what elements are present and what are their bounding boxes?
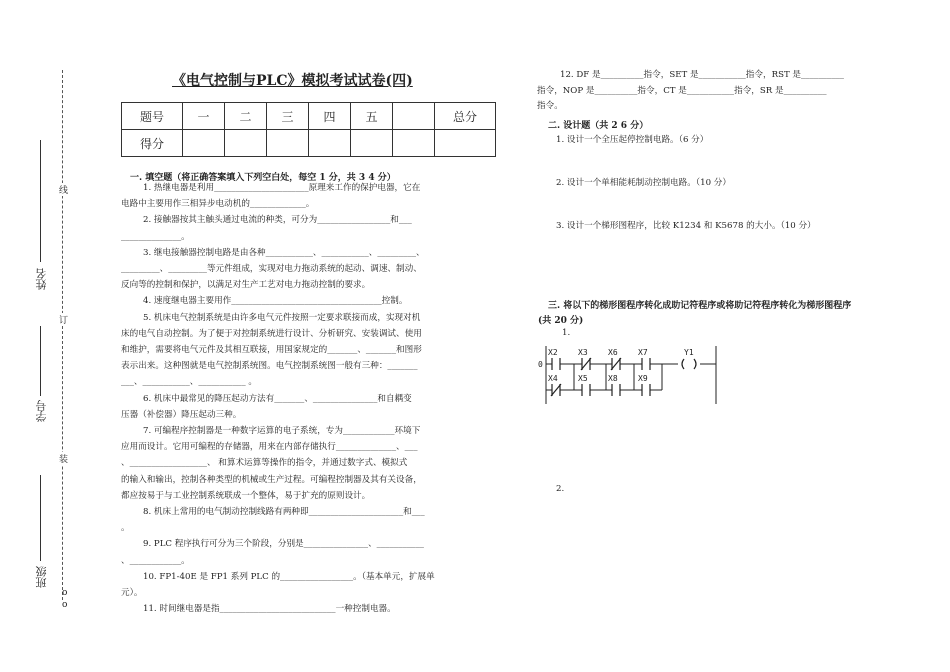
fill-blank-line: 9. PLC 程序执行可分为三个阶段，分别是_______________、___________ <box>143 539 424 550</box>
ladder-row-number: 0 <box>538 360 543 369</box>
ladder-diagram <box>538 344 722 406</box>
binding-margin <box>0 0 110 672</box>
contact-x3-nc <box>581 358 591 370</box>
score-cell-header: 一 <box>183 103 225 130</box>
score-cell-input[interactable] <box>393 130 435 157</box>
fill-blank-line: 元）。 <box>121 588 143 599</box>
design-question-3: 3. 设计一个梯形图程序，比较 K1234 和 K5678 的大小。（10 分） <box>556 221 816 231</box>
exam-title: 《电气控制与PLC》模拟考试试卷(四) <box>172 73 413 89</box>
contact-label: X7 <box>638 348 648 357</box>
design-question-1: 1. 设计一个全压起停控制电路。（6 分） <box>556 135 709 145</box>
cut-mark-zhuang: 装 <box>59 452 68 465</box>
class-blank <box>40 475 41 561</box>
section-3-heading: 三. 将以下的梯形图程序转化成助记符程序或将助记符程序转化为梯形图程序 <box>548 301 852 311</box>
contact-x2 <box>552 358 560 370</box>
contact-x7 <box>642 358 650 370</box>
design-question-2: 2. 设计一个单相能耗制动控制电路。（10 分） <box>556 178 731 188</box>
contact-label: X3 <box>578 348 588 357</box>
student-id-label: 学号 <box>35 400 48 422</box>
contact-x9 <box>642 384 650 396</box>
fill-blank-line: 反向等的控制和保护，以满足对生产工艺对电力拖动控制的要求。 <box>121 280 371 291</box>
score-cell-input[interactable] <box>225 130 267 157</box>
fill-blank-line: 8. 机床上常用的电气制动控制线路有两种即______________________和___ <box>143 507 425 518</box>
score-cell-input[interactable] <box>351 130 393 157</box>
score-cell-header: 总分 <box>435 103 496 130</box>
score-row-label: 得分 <box>122 130 183 157</box>
margin-circle: o <box>62 588 68 598</box>
score-cell-input[interactable] <box>309 130 351 157</box>
class-label: 班级 <box>35 566 48 588</box>
fill-blank-line: 11. 时间继电器是指___________________________一种控制电器。 <box>143 604 396 615</box>
fill-blank-line: 1. 热继电器是利用______________________原理来工作的保护电器，它在 <box>143 183 421 193</box>
q12-line-1: 12. DF 是__________指令，SET 是___________指令，RST 是__________ <box>560 70 844 80</box>
fill-blank-line: 压器（补偿器）降压起动三种。 <box>121 409 242 420</box>
contact-label: X4 <box>548 374 558 383</box>
contact-x6-nc <box>611 358 621 370</box>
student-id-blank <box>40 326 41 396</box>
score-cell-input[interactable] <box>267 130 309 157</box>
fill-blank-line: 电路中主要用作三相异步电动机的_____________。 <box>121 199 315 210</box>
contact-x5 <box>582 384 590 396</box>
contact-label: X5 <box>578 374 588 383</box>
fill-blank-line: 3. 继电接触器控制电路是由各种___________、___________、_________、 <box>143 247 425 258</box>
fill-blank-line: 表示出来。这种图就是电气控制系统图。电气控制系统图一般有三种：_______ <box>121 361 418 372</box>
conversion-item-1: 1. <box>562 328 571 338</box>
score-cell-header <box>393 103 435 130</box>
score-cell-input[interactable] <box>435 130 496 157</box>
fill-blank-line: _________、_________等元件组成，实现对电力拖动系统的起动、调速、制动、 <box>121 264 422 275</box>
score-cell-header: 四 <box>309 103 351 130</box>
fill-blank-line: 床的电气自动控制。为了便于对控制系统进行设计、分析研究、安装调试、使用 <box>121 328 422 339</box>
fill-blank-line: ______________。 <box>121 231 190 242</box>
fill-blank-line: ___、___________、___________ 。 <box>121 377 257 388</box>
fill-blank-line: 5. 机床电气控制系统是由许多电气元件按照一定要求联接而成，实现对机 <box>143 312 421 323</box>
section-1-heading: 一. 填空题（将正确答案填入下列空白处，每空 1 分，共 3 4 分） <box>130 173 396 183</box>
margin-circle: o <box>62 600 68 610</box>
fill-blank-line: 4. 速度继电器主要用作___________________________________控制。 <box>143 296 408 307</box>
fill-blank-line: 、____________。 <box>121 555 190 566</box>
score-table-header-row <box>122 103 496 130</box>
cut-mark-xian: 线 <box>59 183 68 196</box>
score-cell-header: 题号 <box>122 103 183 130</box>
name-blank <box>40 140 41 262</box>
fill-blank-line: 7. 可编程序控制器是一种数字运算的电子系统，专为____________环境下 <box>143 426 421 437</box>
q12-line-3: 指令。 <box>537 101 563 111</box>
fill-blank-line: 、__________________、 和算术运算等操作的指令，并通过数字式、模拟式 <box>121 458 408 469</box>
score-table <box>121 102 496 157</box>
cut-mark-ding: 订 <box>59 313 68 326</box>
name-label: 姓名 <box>35 268 48 290</box>
q12-line-2: 指令，NOP 是__________指令，CT 是___________指令，SR 是__________ <box>537 86 827 96</box>
contact-label: X2 <box>548 348 558 357</box>
fill-blank-line: 的输入和输出，控制各种类型的机械或生产过程。可编程控制器及其有关设备， <box>121 474 422 485</box>
score-cell-header: 二 <box>225 103 267 130</box>
fill-blank-line: 都应按易于与工业控制系统联成一个整体，易于扩充的原则设计。 <box>121 490 371 501</box>
contact-label: X9 <box>638 374 648 383</box>
binding-dashed-line <box>62 70 63 600</box>
score-cell-header: 三 <box>267 103 309 130</box>
fill-blank-line: 10. FP1-40E 是 FP1 系列 PLC 的_________________。（基本单元，扩展单 <box>143 571 435 582</box>
coil-y1 <box>682 359 696 369</box>
coil-label: Y1 <box>684 348 694 357</box>
contact-x4-nc <box>551 384 561 396</box>
fill-blank-line: 应用而设计。它用可编程的存储器，用来在内部存储执行______________、___ <box>121 442 418 453</box>
conversion-item-2: 2. <box>556 484 565 494</box>
contact-label: X6 <box>608 348 618 357</box>
contact-label: X8 <box>608 374 618 383</box>
fill-blank-line: 6. 机床中最常见的降压起动方法有_______、_______________和自耦变 <box>143 393 412 404</box>
contact-x8 <box>612 384 620 396</box>
score-cell-header: 五 <box>351 103 393 130</box>
section-1-body <box>121 180 461 617</box>
section-2-heading: 二. 设计题（共 2 6 分） <box>548 121 649 131</box>
fill-blank-line: 。 <box>121 523 130 534</box>
fill-blank-line: 和维护，需要将电气元件及其相互联接，用国家规定的_______、_______和图形 <box>121 345 422 356</box>
fill-blank-line: 2. 接触器按其主触头通过电流的种类，可分为_________________和___ <box>143 215 412 226</box>
score-table-score-row <box>122 130 496 157</box>
section-3-heading-score: (共 20 分) <box>538 316 584 326</box>
score-cell-input[interactable] <box>183 130 225 157</box>
